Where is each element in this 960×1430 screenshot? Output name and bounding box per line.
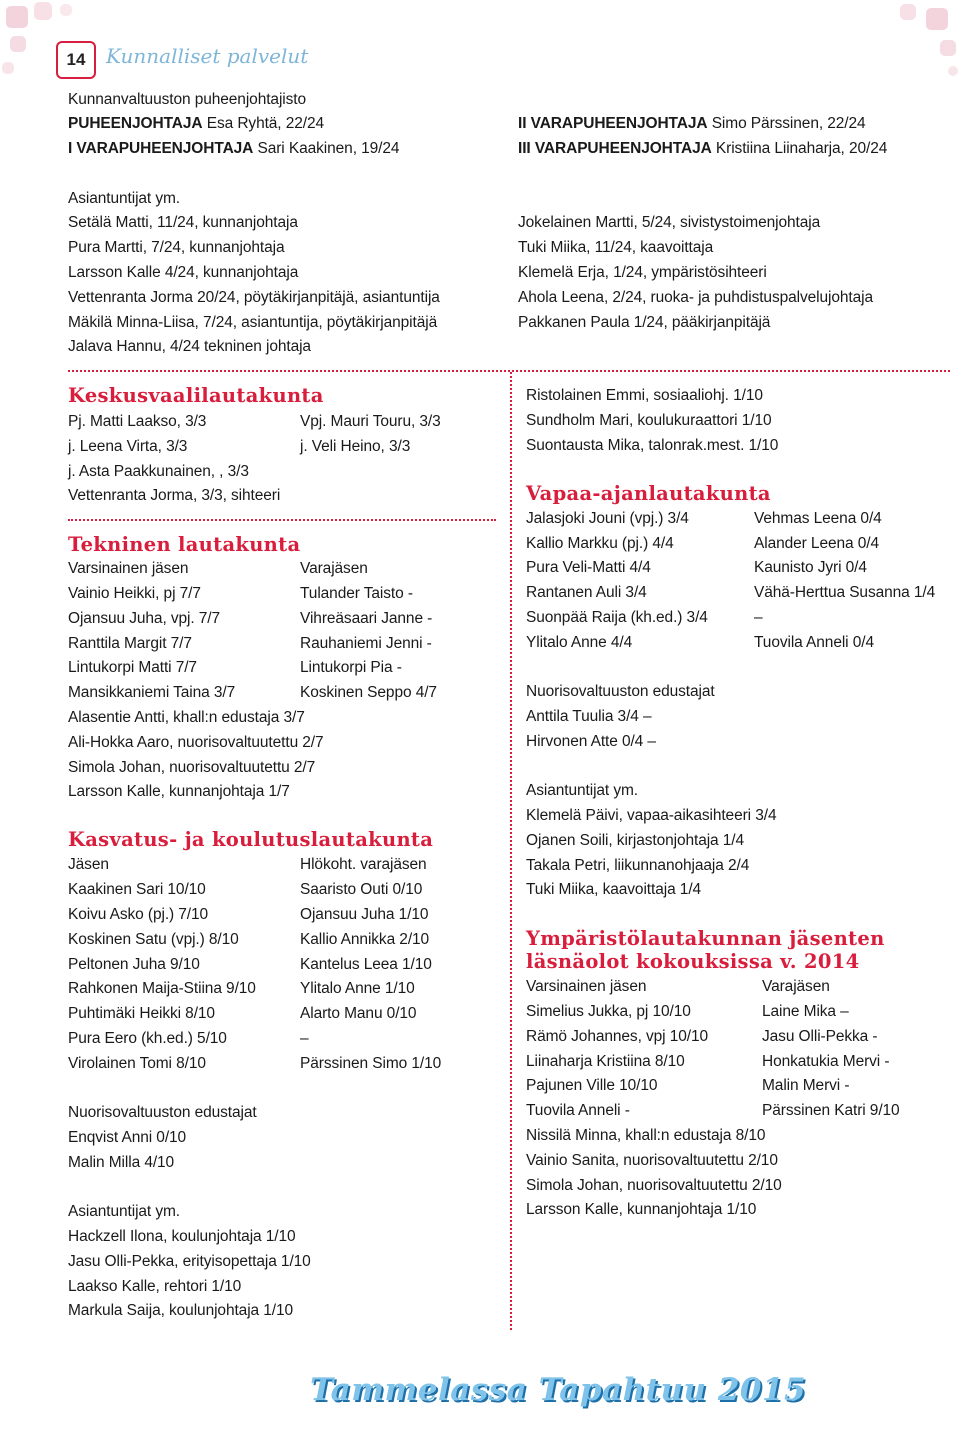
kasvatus-youth: Enqvist Anni 0/10 bbox=[68, 1129, 187, 1146]
vapaa-deputy: Alander Leena 0/4 bbox=[754, 535, 879, 552]
council-expert: Larsson Kalle 4/24, kunnanjohtaja bbox=[68, 264, 299, 281]
council-expert: Tuki Miika, 11/24, kaavoittaja bbox=[518, 239, 714, 256]
vapaa-expert: Takala Petri, liikunnanohjaaja 2/4 bbox=[526, 857, 750, 874]
council-expert: Pura Martti, 7/24, kunnanjohtaja bbox=[68, 239, 285, 256]
kasvatus-member: Koivu Asko (pj.) 7/10 bbox=[68, 906, 209, 923]
ymparisto-member: Liinaharja Kristiina 8/10 bbox=[526, 1053, 685, 1070]
tekninen-deputy: Rauhaniemi Jenni - bbox=[300, 635, 432, 652]
ymparisto-extra: Nissilä Minna, khall:n edustaja 8/10 bbox=[526, 1127, 766, 1144]
vapaa-youth: Anttila Tuulia 3/4 – bbox=[526, 708, 652, 725]
council-chair-line: III VARAPUHEENJOHTAJA Kristiina Liinaharja, 20/24 bbox=[518, 140, 888, 157]
council-title: Kunnanvaltuuston puheenjohtajisto bbox=[68, 91, 307, 108]
vapaa-member: Ylitalo Anne 4/4 bbox=[526, 634, 633, 651]
vapaa-deputy: Vähä-Herttua Susanna 1/4 bbox=[754, 584, 936, 601]
deco-square bbox=[2, 62, 14, 74]
column-divider bbox=[510, 372, 512, 1330]
kasvatus-member: Puhtimäki Heikki 8/10 bbox=[68, 1005, 215, 1022]
kasvatus-expert: Markula Saija, koulunjohtaja 1/10 bbox=[68, 1302, 294, 1319]
kasvatus-heading: Kasvatus- ja koulutuslautakunta bbox=[68, 828, 434, 851]
ymparisto-col-header: Varajäsen bbox=[762, 978, 830, 995]
vapaa-member: Rantanen Auli 3/4 bbox=[526, 584, 647, 601]
kasvatus-member: Koskinen Satu (vpj.) 8/10 bbox=[68, 931, 239, 948]
vapaa-expert: Klemelä Päivi, vapaa-aikasihteeri 3/4 bbox=[526, 807, 777, 824]
deco-square bbox=[60, 4, 72, 16]
kasvatus-deputy: Ylitalo Anne 1/10 bbox=[300, 980, 415, 997]
council-expert: Jalava Hannu, 4/24 tekninen johtaja bbox=[68, 338, 311, 355]
deco-square bbox=[34, 2, 52, 20]
council-expert: Vettenranta Jorma 20/24, pöytäkirjanpitäjä, asiantuntija bbox=[68, 289, 440, 306]
kasvatus-deputy: Alarto Manu 0/10 bbox=[300, 1005, 417, 1022]
kasvatus-member: Kaakinen Sari 10/10 bbox=[68, 881, 206, 898]
council-expert: Klemelä Erja, 1/24, ympäristösihteeri bbox=[518, 264, 767, 281]
tekninen-member: Vainio Heikki, pj 7/7 bbox=[68, 585, 201, 602]
ymparisto-heading-line2: läsnäolot kokouksissa v. 2014 bbox=[526, 950, 860, 973]
ymparisto-deputy: Laine Mika – bbox=[762, 1003, 849, 1020]
ymparisto-extra: Larsson Kalle, kunnanjohtaja 1/10 bbox=[526, 1201, 757, 1218]
divider bbox=[68, 519, 496, 521]
tekninen-deputy: Lintukorpi Pia - bbox=[300, 659, 402, 676]
kasvatus-experts-title: Asiantuntijat ym. bbox=[68, 1203, 181, 1220]
vapaa-member: Pura Veli-Matti 4/4 bbox=[526, 559, 651, 576]
vapaa-deputy: Kaunisto Jyri 0/4 bbox=[754, 559, 867, 576]
council-chair-line: I VARAPUHEENJOHTAJA Sari Kaakinen, 19/24 bbox=[68, 140, 400, 157]
ymparisto-member: Rämö Johannes, vpj 10/10 bbox=[526, 1028, 708, 1045]
tekninen-deputy: Koskinen Seppo 4/7 bbox=[300, 684, 437, 701]
keskusvaali-member: j. Veli Heino, 3/3 bbox=[300, 438, 411, 455]
keskusvaali-member: j. Asta Paakkunainen, , 3/3 bbox=[68, 463, 249, 480]
kasvatus-member: Rahkonen Maija-Stiina 9/10 bbox=[68, 980, 256, 997]
tekninen-extra: Ali-Hokka Aaro, nuorisovaltuutettu 2/7 bbox=[68, 734, 324, 751]
council-expert: Pakkanen Paula 1/24, pääkirjanpitäjä bbox=[518, 314, 771, 331]
deco-square bbox=[10, 36, 26, 52]
divider bbox=[68, 370, 950, 372]
deco-square bbox=[926, 8, 948, 30]
ymparisto-deputy: Malin Mervi - bbox=[762, 1077, 850, 1094]
council-expert: Mäkilä Minna-Liisa, 7/24, asiantuntija, pöytäkirjanpitäjä bbox=[68, 314, 438, 331]
deco-square bbox=[948, 66, 958, 76]
tekninen-deputy: Tulander Taisto - bbox=[300, 585, 413, 602]
ymparisto-heading: Ympäristölautakunnan jäsenten bbox=[526, 927, 885, 950]
vapaa-expert: Tuki Miika, kaavoittaja 1/4 bbox=[526, 881, 702, 898]
ymparisto-deputy: Honkatukia Mervi - bbox=[762, 1053, 890, 1070]
ymparisto-col-header: Varsinainen jäsen bbox=[526, 978, 647, 995]
council-chair-line: II VARAPUHEENJOHTAJA Simo Pärssinen, 22/24 bbox=[518, 115, 866, 132]
kasvatus-col-header: Jäsen bbox=[68, 856, 109, 873]
tekninen-member: Ojansuu Juha, vpj. 7/7 bbox=[68, 610, 221, 627]
kasvatus-youth: Malin Milla 4/10 bbox=[68, 1154, 175, 1171]
kasvatus-deputy: Kallio Annikka 2/10 bbox=[300, 931, 430, 948]
ymparisto-deputy: Pärssinen Katri 9/10 bbox=[762, 1102, 900, 1119]
deco-square bbox=[900, 4, 916, 20]
keskusvaali-member: Vpj. Mauri Touru, 3/3 bbox=[300, 413, 441, 430]
vapaa-deputy: Vehmas Leena 0/4 bbox=[754, 510, 882, 527]
kasvatus-expert: Jasu Olli-Pekka, erityisopettaja 1/10 bbox=[68, 1253, 311, 1270]
vapaa-deputy: Tuovila Anneli 0/4 bbox=[754, 634, 874, 651]
keskusvaali-expert: Ristolainen Emmi, sosiaaliohj. 1/10 bbox=[526, 387, 763, 404]
footer-brand: Tammelassa Tapahtuu 2015 bbox=[310, 1372, 807, 1408]
kasvatus-deputy: Kantelus Leea 1/10 bbox=[300, 956, 432, 973]
keskusvaali-member: Vettenranta Jorma, 3/3, sihteeri bbox=[68, 487, 281, 504]
tekninen-deputy: Vihreäsaari Janne - bbox=[300, 610, 433, 627]
ymparisto-member: Tuovila Anneli - bbox=[526, 1102, 630, 1119]
tekninen-member: Lintukorpi Matti 7/7 bbox=[68, 659, 197, 676]
tekninen-extra: Simola Johan, nuorisovaltuutettu 2/7 bbox=[68, 759, 316, 776]
vapaa-member: Jalasjoki Jouni (vpj.) 3/4 bbox=[526, 510, 689, 527]
tekninen-col-header: Varajäsen bbox=[300, 560, 368, 577]
ymparisto-extra: Vainio Sanita, nuorisovaltuutettu 2/10 bbox=[526, 1152, 778, 1169]
vapaa-member: Kallio Markku (pj.) 4/4 bbox=[526, 535, 674, 552]
kasvatus-member: Peltonen Juha 9/10 bbox=[68, 956, 200, 973]
keskusvaali-expert: Suontausta Mika, talonrak.mest. 1/10 bbox=[526, 437, 779, 454]
ymparisto-member: Pajunen Ville 10/10 bbox=[526, 1077, 658, 1094]
kasvatus-deputy: Pärssinen Simo 1/10 bbox=[300, 1055, 442, 1072]
council-chair-line: PUHEENJOHTAJA Esa Ryhtä, 22/24 bbox=[68, 115, 325, 132]
tekninen-col-header: Varsinainen jäsen bbox=[68, 560, 189, 577]
vapaa-expert: Ojanen Soili, kirjastonjohtaja 1/4 bbox=[526, 832, 745, 849]
council-expert: Ahola Leena, 2/24, ruoka- ja puhdistuspalvelujohtaja bbox=[518, 289, 874, 306]
vapaa-heading: Vapaa-ajanlautakunta bbox=[526, 482, 771, 505]
keskusvaali-expert: Sundholm Mari, koulukuraattori 1/10 bbox=[526, 412, 772, 429]
ymparisto-extra: Simola Johan, nuorisovaltuutettu 2/10 bbox=[526, 1177, 782, 1194]
deco-square bbox=[6, 6, 28, 28]
council-experts-title: Asiantuntijat ym. bbox=[68, 190, 181, 207]
kasvatus-member: Virolainen Tomi 8/10 bbox=[68, 1055, 206, 1072]
council-expert: Setälä Matti, 11/24, kunnanjohtaja bbox=[68, 214, 298, 231]
kasvatus-col-header: Hlökoht. varajäsen bbox=[300, 856, 427, 873]
vapaa-deputy: – bbox=[754, 609, 763, 626]
page-number: 14 bbox=[56, 41, 96, 79]
tekninen-heading: Tekninen lautakunta bbox=[68, 533, 301, 556]
deco-square bbox=[940, 40, 956, 56]
kasvatus-youth-title: Nuorisovaltuuston edustajat bbox=[68, 1104, 257, 1121]
tekninen-extra: Alasentie Antti, khall:n edustaja 3/7 bbox=[68, 709, 305, 726]
tekninen-member: Ranttila Margit 7/7 bbox=[68, 635, 192, 652]
vapaa-experts-title: Asiantuntijat ym. bbox=[526, 782, 639, 799]
kasvatus-expert: Laakso Kalle, rehtori 1/10 bbox=[68, 1278, 242, 1295]
kasvatus-deputy: – bbox=[300, 1030, 309, 1047]
ymparisto-deputy: Jasu Olli-Pekka - bbox=[762, 1028, 878, 1045]
kasvatus-deputy: Ojansuu Juha 1/10 bbox=[300, 906, 429, 923]
tekninen-member: Mansikkaniemi Taina 3/7 bbox=[68, 684, 236, 701]
section-title: Kunnalliset palvelut bbox=[106, 44, 309, 68]
vapaa-youth-title: Nuorisovaltuuston edustajat bbox=[526, 683, 715, 700]
vapaa-member: Suonpää Raija (kh.ed.) 3/4 bbox=[526, 609, 708, 626]
kasvatus-expert: Hackzell Ilona, koulunjohtaja 1/10 bbox=[68, 1228, 296, 1245]
vapaa-youth: Hirvonen Atte 0/4 – bbox=[526, 733, 656, 750]
keskusvaali-member: Pj. Matti Laakso, 3/3 bbox=[68, 413, 207, 430]
kasvatus-member: Pura Eero (kh.ed.) 5/10 bbox=[68, 1030, 227, 1047]
kasvatus-deputy: Saaristo Outi 0/10 bbox=[300, 881, 423, 898]
council-expert: Jokelainen Martti, 5/24, sivistystoimenjohtaja bbox=[518, 214, 821, 231]
keskusvaali-heading: Keskusvaalilautakunta bbox=[68, 384, 324, 407]
tekninen-extra: Larsson Kalle, kunnanjohtaja 1/7 bbox=[68, 783, 290, 800]
keskusvaali-member: j. Leena Virta, 3/3 bbox=[68, 438, 188, 455]
ymparisto-member: Simelius Jukka, pj 10/10 bbox=[526, 1003, 691, 1020]
